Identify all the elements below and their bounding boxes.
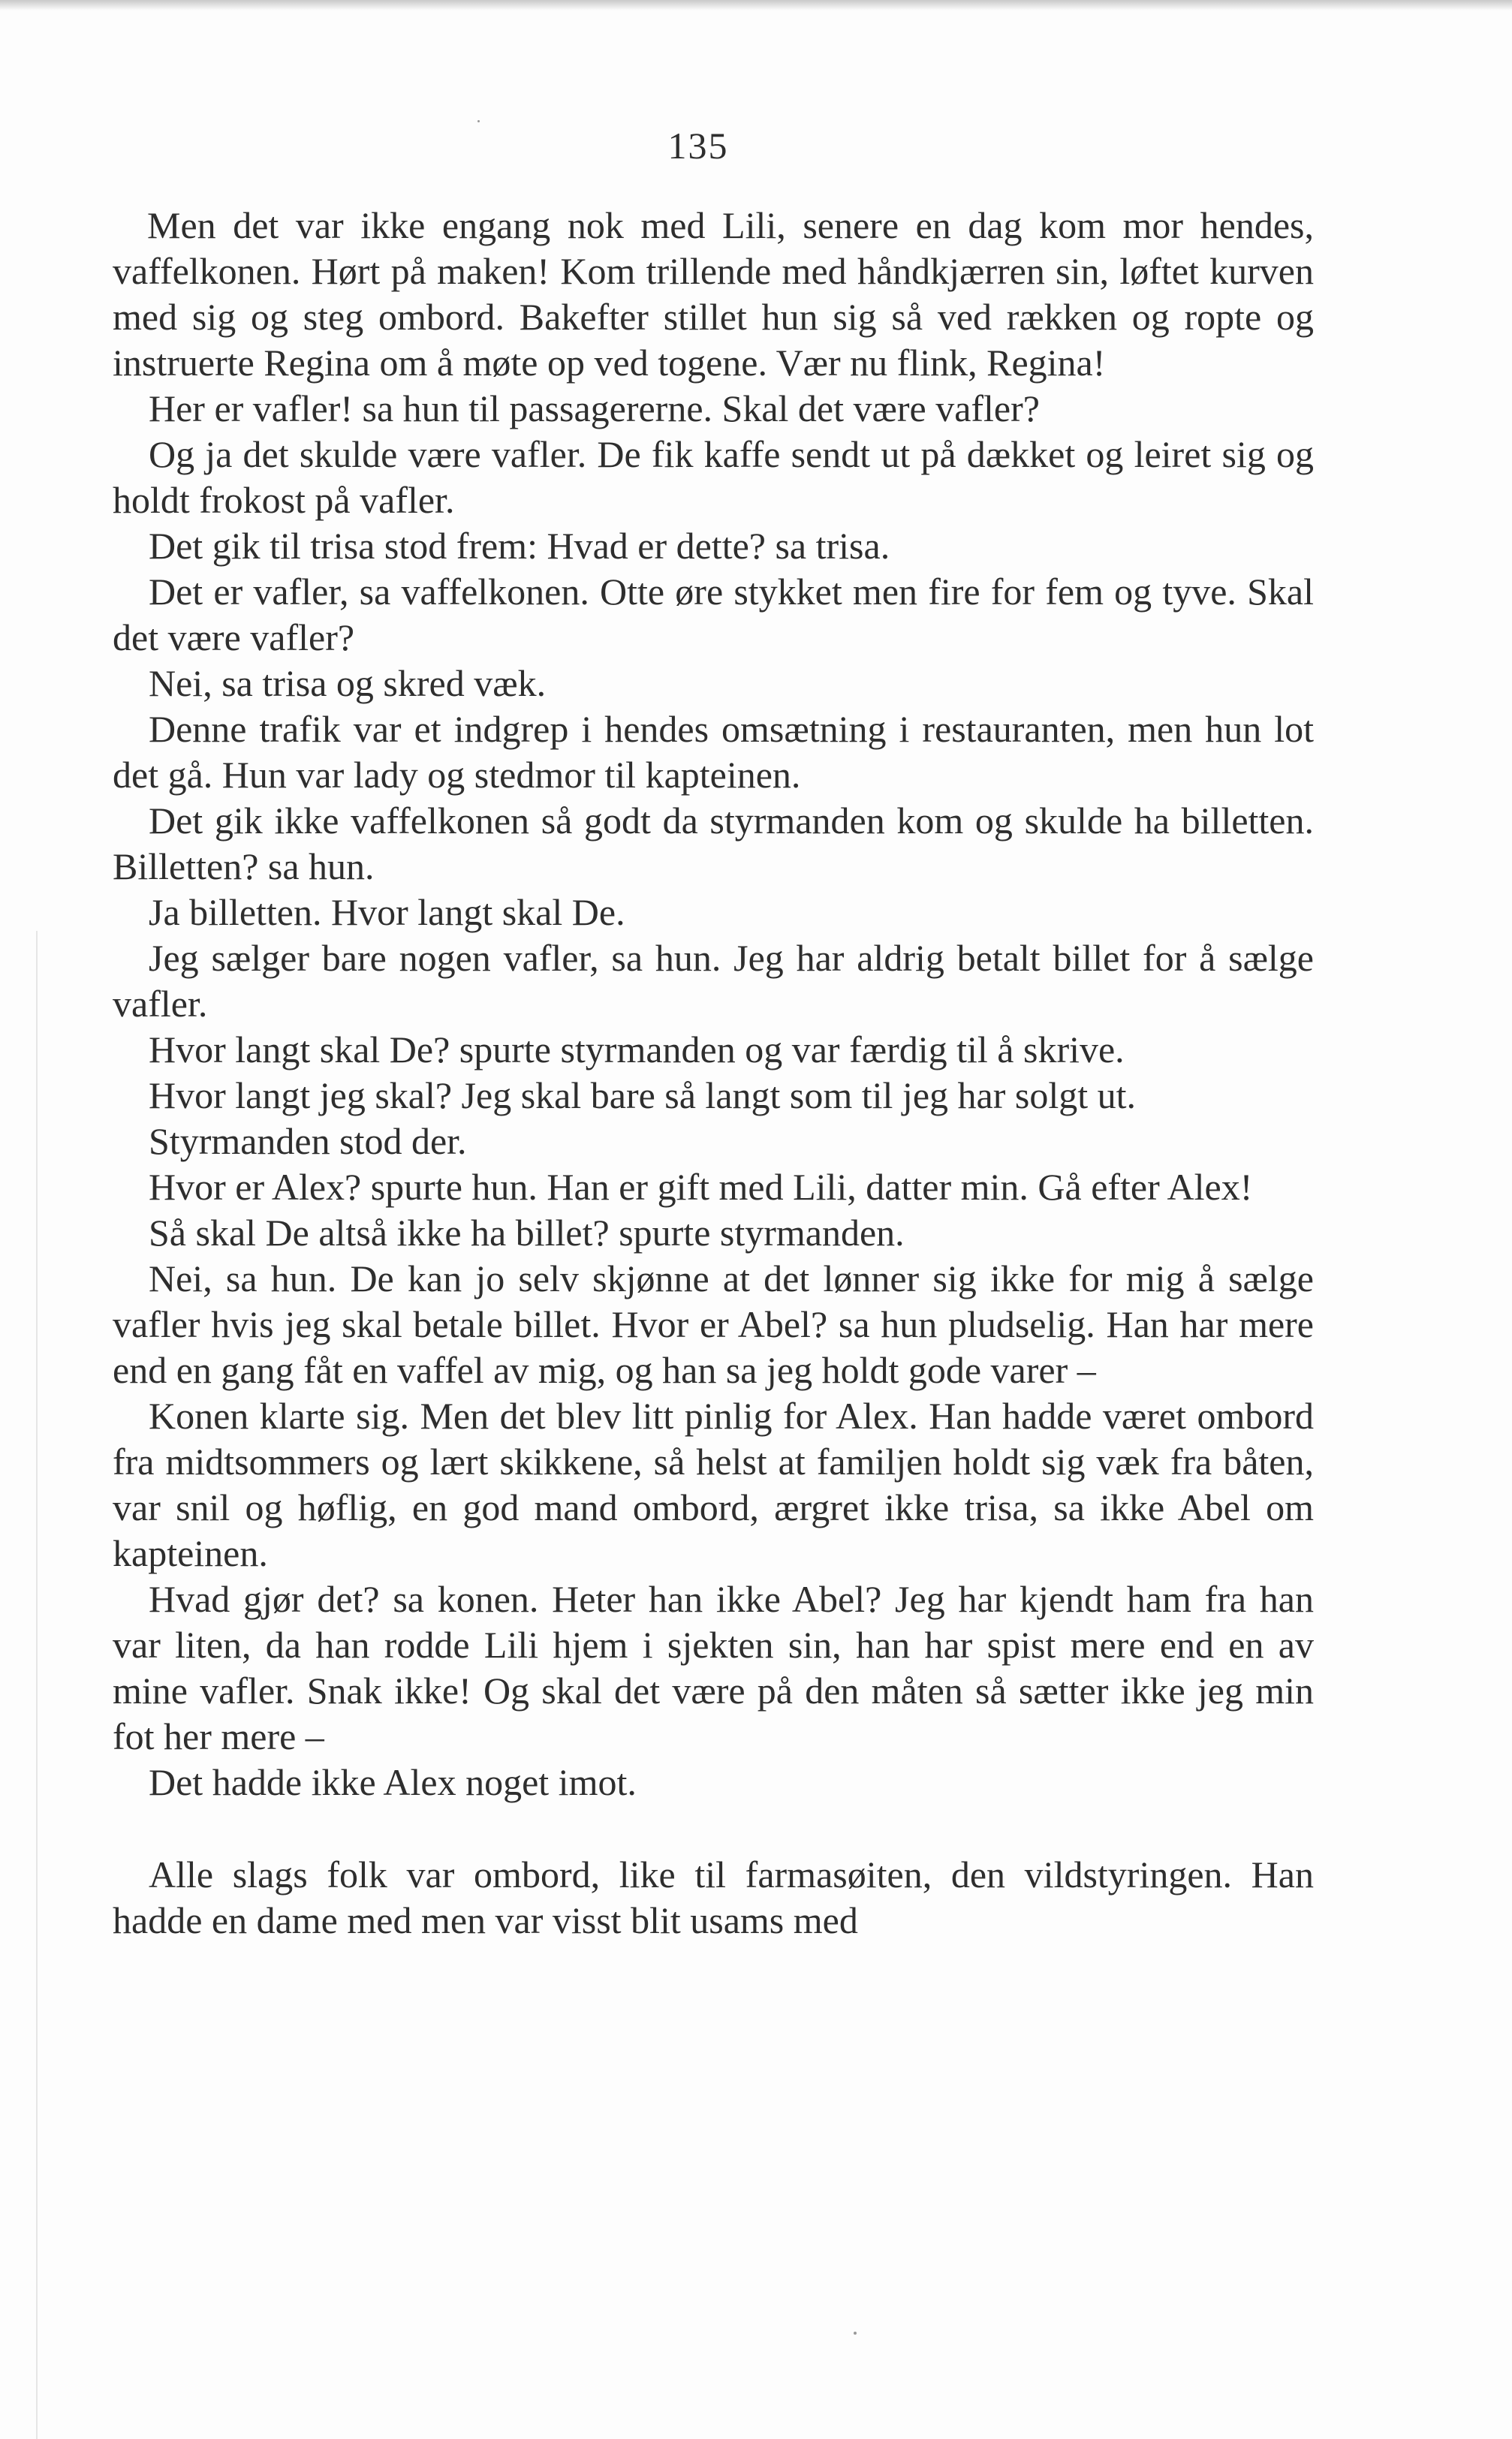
paragraph: Ja billetten. Hvor langt skal De. — [149, 891, 625, 933]
paragraph: Så skal De altså ikke ha billet? spurte styrmanden. — [149, 1212, 905, 1254]
paragraph: Her er vafler! sa hun til passagererne. Skal det være vafler? — [149, 387, 1040, 429]
paragraph: Det hadde ikke Alex noget imot. — [149, 1761, 637, 1803]
paragraph: Det gik ikke vaffelkonen så godt da styrmanden kom og skulde ha billetten. Billetten? sa hun. — [113, 799, 1314, 887]
paragraph: Jeg sælger bare nogen vafler, sa hun. Jeg har aldrig betalt billet for å sælge vafler. — [113, 937, 1314, 1025]
page-number: 135 — [667, 125, 729, 167]
body-text — [113, 203, 1314, 1944]
paragraph: Denne trafik var et indgrep i hendes omsætning i restauranten, men hun lot det gå. Hun var lady og stedmor til kapteinen. — [113, 708, 1314, 796]
closing-paragraph: Alle slags folk var ombord, like til farmasøiten, den vildstyringen. Han hadde en dame med men var visst blit usams med — [113, 1853, 1314, 1941]
paragraph: Hvor er Alex? spurte hun. Han er gift med Lili, datter min. Gå efter Alex! — [149, 1166, 1253, 1208]
paragraph: Hvor langt skal De? spurte styrmanden og var færdig til å skrive. — [149, 1028, 1125, 1070]
paragraph: Det er vafler, sa vaffelkonen. Otte øre stykket men fire for fem og tyve. Skal det være vafler? — [113, 571, 1314, 658]
paragraph: Det gik til trisa stod frem: Hvad er dette? sa trisa. — [149, 525, 890, 567]
page-left-edge — [36, 931, 38, 2439]
page-top-shadow — [0, 0, 1512, 11]
paper-speck — [854, 2332, 857, 2335]
paragraph: Men det var ikke engang nok med Lili, senere en dag kom mor hendes, vaffelkonen. Hørt på maken! Kom trillende med håndkjærren sin, løftet kurven med sig og steg ombord. Bakefter stillet hun sig så ved rækken og ropte og instruerte Regina om å møte op ved togene. Vær nu flink, Regina! — [113, 204, 1314, 384]
paragraph: Nei, sa hun. De kan jo selv skjønne at det lønner sig ikke for mig å sælge vafler hvis jeg skal betale billet. Hvor er Abel? sa hun pludselig. Han har mere end en gang fåt en vaffel av mig, og han sa jeg holdt gode varer – — [113, 1257, 1314, 1391]
paragraph: Hvad gjør det? sa konen. Heter han ikke Abel? Jeg har kjendt ham fra han var liten, da han rodde Lili hjem i sjekten sin, han har spist mere end en av mine vafler. Snak ikke! Og skal det være på den måten så sætter ikke jeg min fot her mere – — [113, 1578, 1314, 1757]
paragraph: Nei, sa trisa og skred væk. — [149, 662, 547, 704]
paragraph: Konen klarte sig. Men det blev litt pinlig for Alex. Han hadde været ombord fra midtsommers og lært skikkene, så helst at familjen holdt sig væk fra båten, var snil og høflig, en god mand ombord, ærgret ikke trisa, sa ikke Abel om kapteinen. — [113, 1395, 1314, 1574]
paragraph: Hvor langt jeg skal? Jeg skal bare så langt som til jeg har solgt ut. — [149, 1074, 1136, 1116]
paper-speck — [477, 120, 480, 122]
paragraph: Styrmanden stod der. — [149, 1120, 467, 1162]
section-break — [113, 1805, 1314, 1852]
paragraph: Og ja det skulde være vafler. De fik kaffe sendt ut på dækket og leiret sig og holdt frokost på vafler. — [113, 433, 1314, 521]
